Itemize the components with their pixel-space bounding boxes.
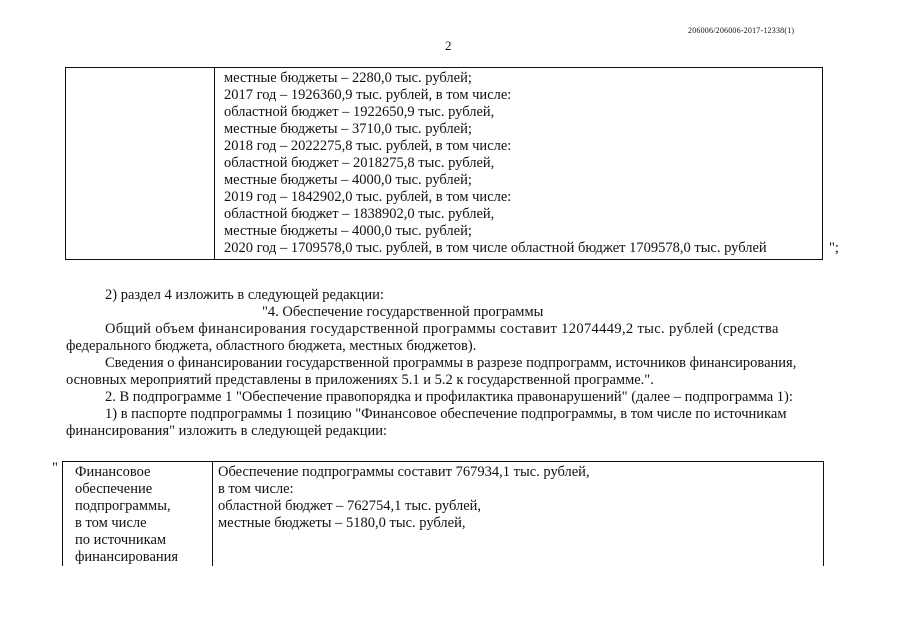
- table-line: местные бюджеты – 4000,0 тыс. рублей;: [224, 223, 472, 239]
- row-label-line: подпрограммы,: [75, 498, 171, 514]
- funding-table-continuation: [65, 67, 823, 260]
- table-line: местные бюджеты – 2280,0 тыс. рублей;: [224, 70, 472, 86]
- table-line: областной бюджет – 1838902,0 тыс. рублей,: [224, 206, 495, 222]
- paragraph-subprogram-1: 2. В подпрограмме 1 "Обеспечение правопорядка и профилактика правонарушений" (далее – подпрограмма 1):: [105, 389, 793, 405]
- paragraph-total-funding: Общий объем финансирования государственной программы составит 12074449,2 тыс. рублей (средства: [105, 321, 779, 337]
- row-label-line: по источникам: [75, 532, 167, 548]
- row-label-line: Финансовое: [75, 464, 151, 480]
- row-label-line: в том числе: [75, 515, 147, 531]
- paragraph-section-4-intro: 2) раздел 4 изложить в следующей редакции:: [105, 287, 384, 303]
- paragraph-passport-change-cont: финансирования" изложить в следующей редакции:: [66, 423, 388, 439]
- paragraph-passport-change: 1) в паспорте подпрограммы 1 позицию "Финансовое обеспечение подпрограммы, в том числе по источникам: [105, 406, 787, 422]
- row-label-line: обеспечение: [75, 481, 153, 497]
- row-value-line: Обеспечение подпрограммы составит 767934,1 тыс. рублей,: [218, 464, 590, 480]
- table-line: 2020 год – 1709578,0 тыс. рублей, в том числе областной бюджет 1709578,0 тыс. рублей: [224, 240, 767, 256]
- row-value-line: в том числе:: [218, 481, 294, 497]
- table-line: 2017 год – 1926360,9 тыс. рублей, в том числе:: [224, 87, 512, 103]
- table-line: 2019 год – 1842902,0 тыс. рублей, в том числе:: [224, 189, 512, 205]
- opening-quote: ": [52, 460, 58, 476]
- row-value-line: местные бюджеты – 5180,0 тыс. рублей,: [218, 515, 466, 531]
- table-line: местные бюджеты – 3710,0 тыс. рублей;: [224, 121, 472, 137]
- paragraph-funding-details-cont: основных мероприятий представлены в приложениях 5.1 и 5.2 к государственной программе.".: [66, 372, 654, 388]
- table-line: областной бюджет – 1922650,9 тыс. рублей,: [224, 104, 495, 120]
- paragraph-funding-details: Сведения о финансировании государственной программы в разрезе подпрограмм, источников финансирования,: [105, 355, 797, 371]
- subprogram-funding-table: [62, 461, 824, 566]
- page-number: 2: [445, 38, 452, 53]
- row-value-line: областной бюджет – 762754,1 тыс. рублей,: [218, 498, 482, 514]
- row-label-line: финансирования: [75, 549, 179, 565]
- table-line: местные бюджеты – 4000,0 тыс. рублей;: [224, 172, 472, 188]
- closing-quote: ";: [829, 240, 839, 256]
- section-heading: "4. Обеспечение государственной программы: [262, 304, 544, 320]
- table-column-divider: [214, 68, 215, 259]
- paragraph-total-funding-cont: федерального бюджета, областного бюджета, местных бюджетов).: [66, 338, 477, 354]
- table-line: 2018 год – 2022275,8 тыс. рублей, в том числе:: [224, 138, 512, 154]
- table-column-divider: [212, 462, 213, 566]
- table-line: областной бюджет – 2018275,8 тыс. рублей,: [224, 155, 495, 171]
- document-id: 206006/206006-2017-12338(1): [688, 26, 795, 35]
